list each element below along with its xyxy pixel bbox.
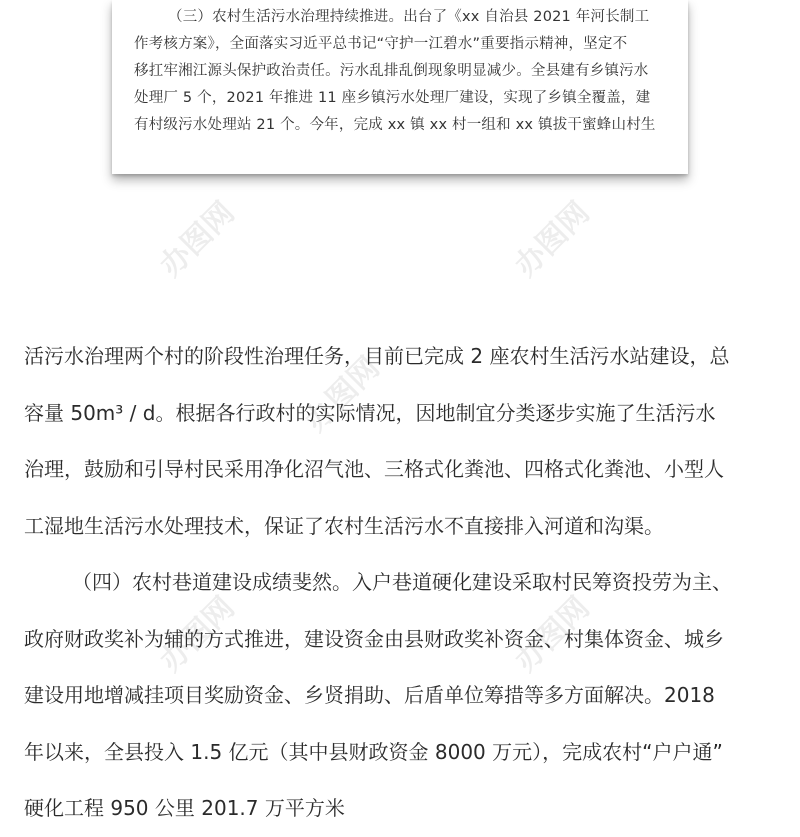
- card-line: 处理厂 5 个，2021 年推进 11 座乡镇污水处理厂建设，实现了乡镇全覆盖，建: [134, 90, 651, 106]
- body-line: 工湿地生活污水处理技术，保证了农村生活污水不直接排入河道和沟渠。: [24, 513, 664, 538]
- card-line: （三）农村生活污水治理持续推进。出台了《xx 自治县 2021 年河长制工: [168, 9, 650, 25]
- card-paragraph: [134, 4, 672, 139]
- section-heading-line: （四）农村巷道建设成绩斐然。入户巷道硬化建设采取村民筹资投劳为主、: [72, 570, 732, 594]
- body-line: 治理，鼓励和引导村民采用净化沼气池、三格式化粪池、四格式化粪池、小型人: [24, 457, 724, 481]
- watermark: 办图网: [153, 195, 242, 284]
- body-line: 年以来，全县投入 1.5 亿元（其中县财政资金 8000 万元），完成农村“户户通”: [24, 739, 723, 764]
- card-line: 移扛牢湘江源头保护政治责任。污水乱排乱倒现象明显减少。全县建有乡镇污水: [134, 63, 649, 79]
- watermark: 办图网: [298, 350, 387, 439]
- watermark: 办图网: [153, 590, 242, 679]
- body-line: 活污水治理两个村的阶段性治理任务，目前已完成 2 座农村生活污水站建设，总: [24, 344, 730, 368]
- card-line: 作考核方案》，全面落实习近平总书记“守护一江碧水”重要指示精神，坚定不: [134, 36, 628, 52]
- card-line: 有村级污水处理站 21 个。今年，完成 xx 镇 xx 村一组和 xx 镇拔干蜜蜂山村生: [134, 117, 656, 133]
- document-body: [24, 328, 784, 837]
- body-line: 建设用地增减挂项目奖励资金、乡贤捐助、后盾单位筹措等多方面解决。2018: [24, 683, 715, 707]
- body-line: 容量 50m³ / d。根据各行政村的实际情况，因地制宜分类逐步实施了生活污水: [24, 400, 716, 425]
- watermark: 办图网: [508, 195, 597, 284]
- watermark: 办图网: [508, 590, 597, 679]
- body-line: 政府财政奖补为辅的方式推进，建设资金由县财政奖补资金、村集体资金、城乡: [24, 626, 724, 651]
- body-line: 硬化工程 950 公里 201.7 万平方米: [24, 796, 345, 820]
- document-excerpt-card: [112, 0, 688, 174]
